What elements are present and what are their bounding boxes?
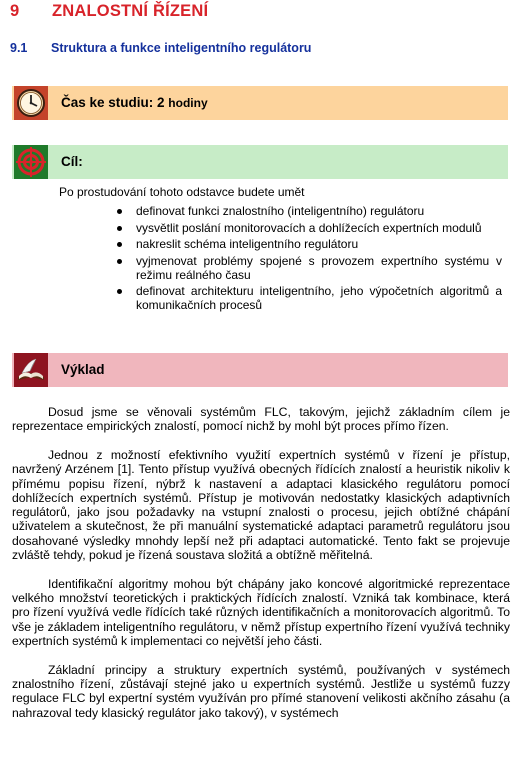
goal-list: [112, 204, 502, 315]
paragraph: Jednou z možností efektivního využití expertních systémů v řízení je přístup, navržený Arzénem [1]. Tento přístup využívá obecných řídících znalostí a heuristik nikoliv k přímému popisu řízení, nýbrž k nastavení a adaptaci klasického regulátoru pomocí dohlížecích expertních systémů. Přístup je motivován nedostatky klasických adaptivních regulátorů, jako jsou požadavky na vstupní znalosti o procesu, jejich obtížné chápání uživatelem a skutečnost, že při manuální systematické adaptaci parametrů regulátoru jsou dosahované výsledky mnohdy lepší než při adaptaci automatické. Tento fakt se projevuje zvláště tehdy, pokud je řízená soustava složitá a obtížně měřitelná.: [12, 447, 510, 563]
bullet-icon: [117, 259, 122, 264]
list-item: vyjmenovat problémy spojené s provozem expertního systému v režimu reálného času: [112, 254, 502, 282]
study-time-band: [12, 86, 508, 120]
section-number: 9.1: [10, 41, 28, 55]
explanation-band: [12, 353, 508, 387]
paragraph: Dosud jsme se věnovali systémům FLC, takovým, jejichž základním cílem je reprezentace empirických znalostí, pomocí nichž by mohl být proces přímo řízen.: [12, 405, 510, 434]
chapter-heading: [10, 2, 208, 21]
paragraph: Identifikační algoritmy mohou být chápány jako koncové algoritmické reprezentace velkého množství teoretických i praktických řídících znalostí. Vzniká tak kombinace, která pro řízení využívá vedle řídících také různých identifikačních a monitorovacích algoritmů. To vše je základem inteligentního regulátoru, v němž přístup expertního řízení využívá techniky expertních systémů k implementaci co největší jeho části.: [12, 576, 510, 648]
goal-label: Cíl:: [61, 154, 83, 169]
list-item: vysvětlit poslání monitorovacích a dohlížecích expertních modulů: [112, 221, 502, 235]
chapter-title: ZNALOSTNÍ ŘÍZENÍ: [52, 2, 209, 20]
clock-icon: [14, 86, 48, 120]
bullet-icon: [117, 242, 122, 247]
goal-band: [12, 145, 508, 179]
study-time-unit: hodiny: [168, 96, 208, 110]
explanation-label: Výklad: [61, 362, 105, 377]
explanation-body: [12, 405, 510, 734]
list-item: definovat architekturu inteligentního, jeho výpočetních algoritmů a komunikačních procesů: [112, 284, 502, 312]
bullet-icon: [117, 209, 122, 214]
goal-intro: Po prostudování tohoto odstavce budete umět: [59, 185, 305, 199]
book-icon: [14, 353, 48, 387]
bullet-icon: [117, 289, 122, 294]
list-item: nakreslit schéma inteligentního regulátoru: [112, 237, 502, 251]
paragraph: Základní principy a struktury expertních systémů, používaných v systémech znalostního řízení, zůstávají stejné jako u expertních systémů. Jestliže u systémů fuzzy regulace FLC byl expertní systém využíván pro přímé stanovení velikosti akčního zásahu (a nahrazoval tedy klasický regulátor jako takový), v systémech: [12, 662, 510, 720]
list-item: definovat funkci znalostního (inteligentního) regulátoru: [112, 204, 502, 218]
bullet-icon: [117, 226, 122, 231]
section-title: Struktura a funkce inteligentního regulátoru: [51, 41, 312, 55]
section-heading: [10, 41, 311, 55]
study-time-label: Čas ke studiu: 2 hodiny: [61, 95, 208, 110]
target-icon: [14, 145, 48, 179]
chapter-number: 9: [10, 2, 20, 20]
